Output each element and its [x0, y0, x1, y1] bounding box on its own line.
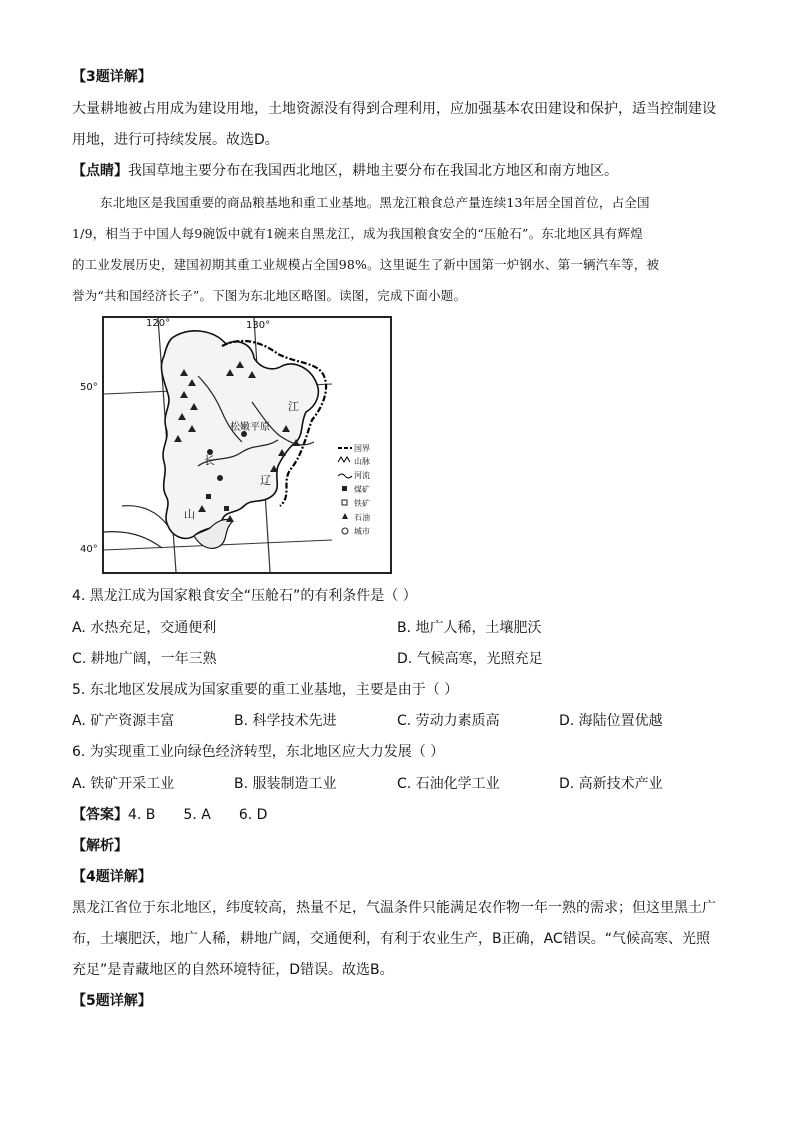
legend-iron: 铁矿: [354, 499, 370, 508]
legend-mountain: 山脉: [354, 457, 370, 466]
place-label-jiang: 江: [288, 400, 299, 413]
question-6-option-a[interactable]: A. 铁矿开采工业: [72, 776, 175, 792]
q3-detail-line-2: 用地，进行可持续发展。故选D。: [72, 132, 279, 148]
passage-line-3: 的工业发展历史，建国初期其重工业规模占全国98%。这里诞生了新中国第一炉钢水、第一辆汽车等，被: [72, 257, 660, 272]
question-4-option-c[interactable]: C. 耕地广阔，一年三熟: [72, 651, 217, 667]
question-5-option-c[interactable]: C. 劳动力素质高: [397, 713, 500, 729]
place-label-shan: 山: [184, 508, 195, 521]
answer-4: 4. B: [128, 807, 156, 823]
question-6-option-b[interactable]: B. 服装制造工业: [234, 776, 337, 792]
point-text: 我国草地主要分布在我国西北地区，耕地主要分布在我国北方地区和南方地区。: [128, 163, 618, 179]
question-6-option-c[interactable]: C. 石油化学工业: [397, 776, 500, 792]
question-5-option-d[interactable]: D. 海陆位置优越: [559, 713, 663, 729]
q4-detail-line-2: 布，土壤肥沃，地广人稀，耕地广阔，交通便利，有利于农业生产，B正确，AC错误。“气候高寒、光照: [72, 931, 710, 947]
passage-line-4: 誉为“共和国经济长子”。下图为东北地区略图。读图，完成下面小题。: [72, 288, 467, 303]
q4-detail-line-3: 充足”是青藏地区的自然环境特征，D错误。故选B。: [72, 962, 394, 978]
northeast-china-map: [80, 316, 392, 574]
question-4-option-b[interactable]: B. 地广人稀，土壤肥沃: [397, 620, 542, 636]
legend-border: 国界: [354, 444, 370, 453]
q4-detail-line-1: 黑龙江省位于东北地区，纬度较高，热量不足，气温条件只能满足农作物一年一熟的需求；但这里黑土广: [72, 900, 716, 916]
q4-detail-heading: 【4题详解】: [72, 869, 152, 885]
question-4-stem: 4. 黑龙江成为国家粮食安全“压舱石”的有利条件是（ ）: [72, 588, 417, 604]
legend-city: 城市: [354, 527, 370, 536]
question-4-option-d[interactable]: D. 气候高寒，光照充足: [397, 651, 543, 667]
point-note: [72, 161, 618, 181]
place-label-liao: 辽: [260, 474, 271, 487]
lon-label-120: 120°: [146, 318, 171, 329]
answer-6: 6. D: [238, 807, 268, 823]
lat-label-40: 40°: [80, 544, 98, 555]
legend-oil: 石油: [354, 513, 370, 522]
place-label-songnen: 松嫩平原: [230, 422, 270, 433]
answer-line: [72, 805, 267, 825]
answer-5: 5. A: [183, 807, 211, 823]
legend-coal: 煤矿: [354, 485, 370, 494]
question-6-option-d[interactable]: D. 高新技术产业: [559, 776, 663, 792]
passage-line-1: 东北地区是我国重要的商品粮基地和重工业基地。黑龙江粮食总产量连续13年居全国首位，占全国: [100, 195, 650, 210]
q5-detail-heading: 【5题详解】: [72, 993, 152, 1009]
legend-river: 河流: [354, 471, 370, 480]
question-5-option-b[interactable]: B. 科学技术先进: [234, 713, 337, 729]
question-5-stem: 5. 东北地区发展成为国家重要的重工业基地，主要是由于（ ）: [72, 682, 459, 698]
question-4-option-a[interactable]: A. 水热充足，交通便利: [72, 620, 217, 636]
passage-line-2: 1/9，相当于中国人每9碗饭中就有1碗来自黑龙江，成为我国粮食安全的“压舱石”。东北地区具有辉煌: [72, 226, 643, 241]
place-label-chang: 长: [204, 454, 215, 467]
analysis-label: 【解析】: [72, 838, 128, 854]
answer-label: 【答案】: [72, 807, 128, 823]
q3-detail-line-1: 大量耕地被占用成为建设用地，土地资源没有得到合理利用，应加强基本农田建设和保护，适当控制建设: [72, 101, 716, 117]
lat-label-50: 50°: [80, 382, 98, 393]
q3-detail-heading: 【3题详解】: [72, 69, 152, 85]
lon-label-130: 130°: [246, 320, 271, 331]
question-5-option-a[interactable]: A. 矿产资源丰富: [72, 713, 175, 729]
point-label: 【点睛】: [72, 163, 128, 179]
question-6-stem: 6. 为实现重工业向绿色经济转型，东北地区应大力发展（ ）: [72, 744, 445, 760]
